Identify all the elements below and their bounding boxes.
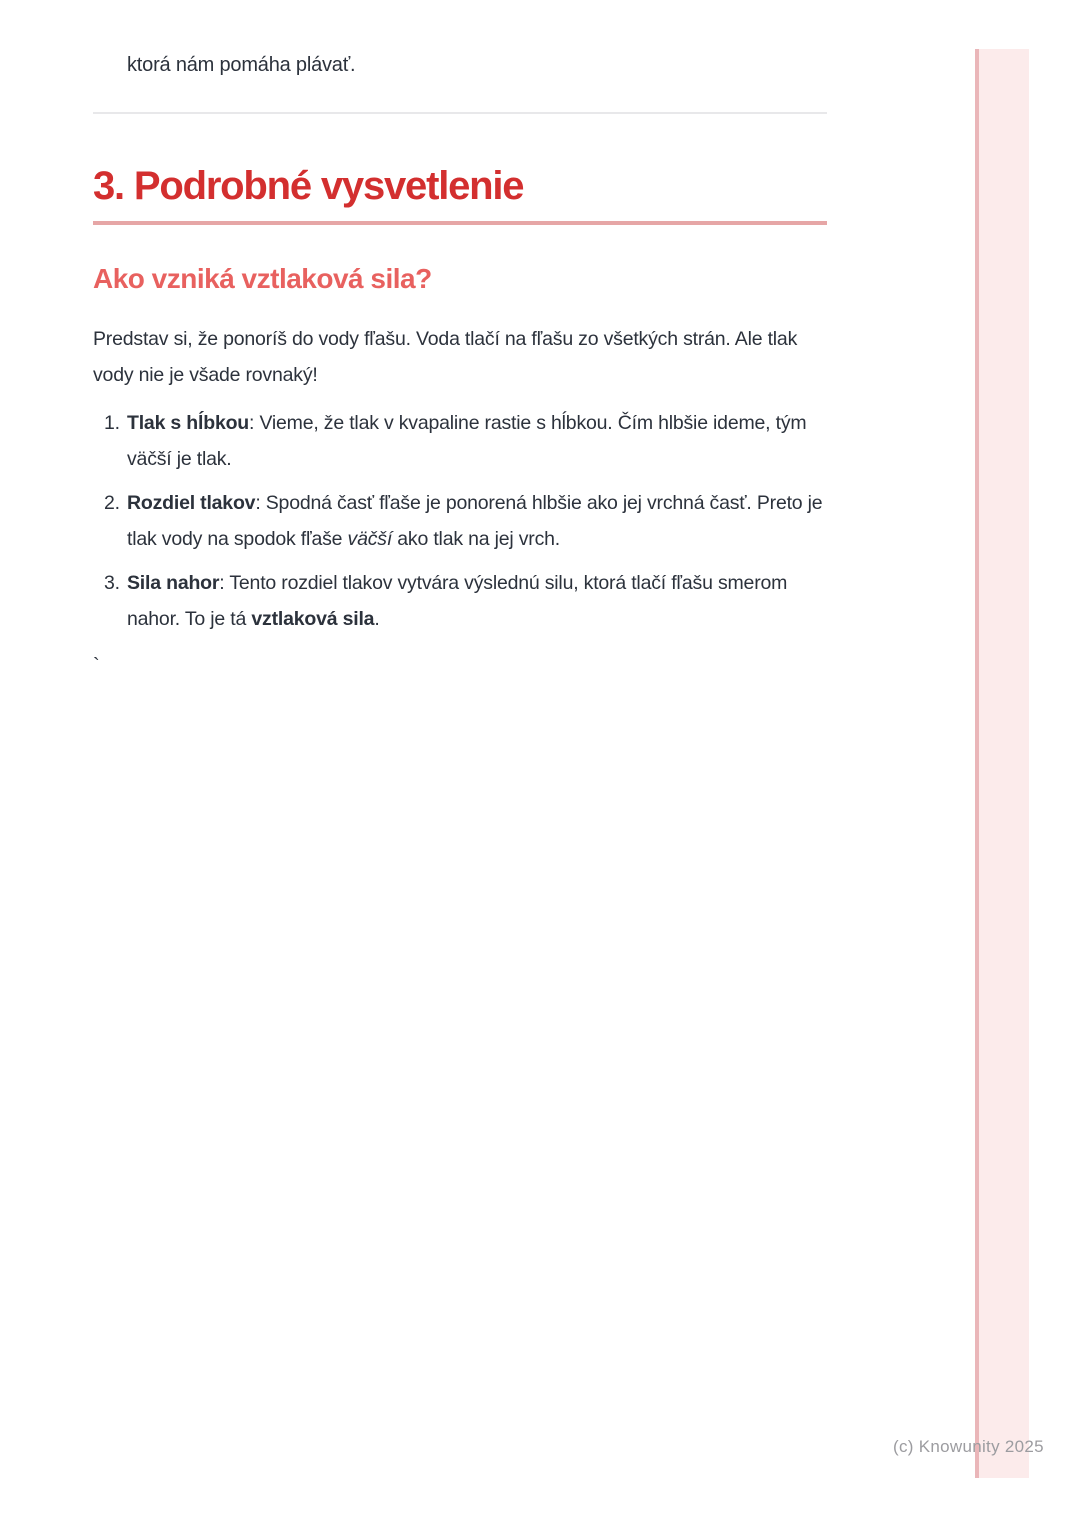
list-item-text xyxy=(127,485,827,557)
list-item-number: 3. xyxy=(104,572,120,594)
section-heading: 3. Podrobné vysvetlenie xyxy=(93,164,524,208)
list-item-body: : Spodná časť fľaše je ponorená hlbšie ako jej vrchná časť. Preto je tlak vody na spodok fľaše xyxy=(127,492,823,550)
list-item-number: 2. xyxy=(104,492,120,514)
list-item-body: : Vieme, že tlak v kvapaline rastie s hĺbkou. Čím hlbšie ideme, tým väčší je tlak. xyxy=(127,412,807,470)
stray-backtick: ` xyxy=(93,655,100,677)
copyright-notice: (c) Knowunity 2025 xyxy=(893,1437,1044,1456)
list-item-body: . xyxy=(374,608,380,630)
decorative-side-stripe xyxy=(975,49,1029,1478)
list-item xyxy=(104,485,827,557)
list-item-bold: vztlaková sila xyxy=(251,608,375,630)
list-item-text xyxy=(127,565,827,637)
list-item-italic: väčší xyxy=(347,528,393,550)
numbered-list xyxy=(93,405,827,637)
list-item-body: : Tento rozdiel tlakov vytvára výslednú silu, ktorá tlačí fľašu smerom nahor. To je tá xyxy=(127,572,788,630)
list-item-body: ako tlak na jej vrch. xyxy=(392,528,560,550)
subsection-heading: Ako vzniká vztlaková sila? xyxy=(93,263,432,294)
list-item-term: Tlak s hĺbkou xyxy=(127,412,250,434)
document-content xyxy=(93,0,827,681)
intro-line: ktorá nám pomáha plávať. xyxy=(127,54,356,76)
list-item-term: Sila nahor xyxy=(127,572,220,594)
heading-underline xyxy=(93,221,827,225)
section-divider xyxy=(93,112,827,114)
list-item-number: 1. xyxy=(104,412,120,434)
list-item xyxy=(104,565,827,637)
list-item-text xyxy=(127,405,827,477)
list-item-term: Rozdiel tlakov xyxy=(127,492,256,514)
list-item xyxy=(104,405,827,477)
intro-paragraph: Predstav si, že ponoríš do vody fľašu. Voda tlačí na fľašu zo všetkých strán. Ale tlak vody nie je všade rovnaký! xyxy=(93,328,798,386)
